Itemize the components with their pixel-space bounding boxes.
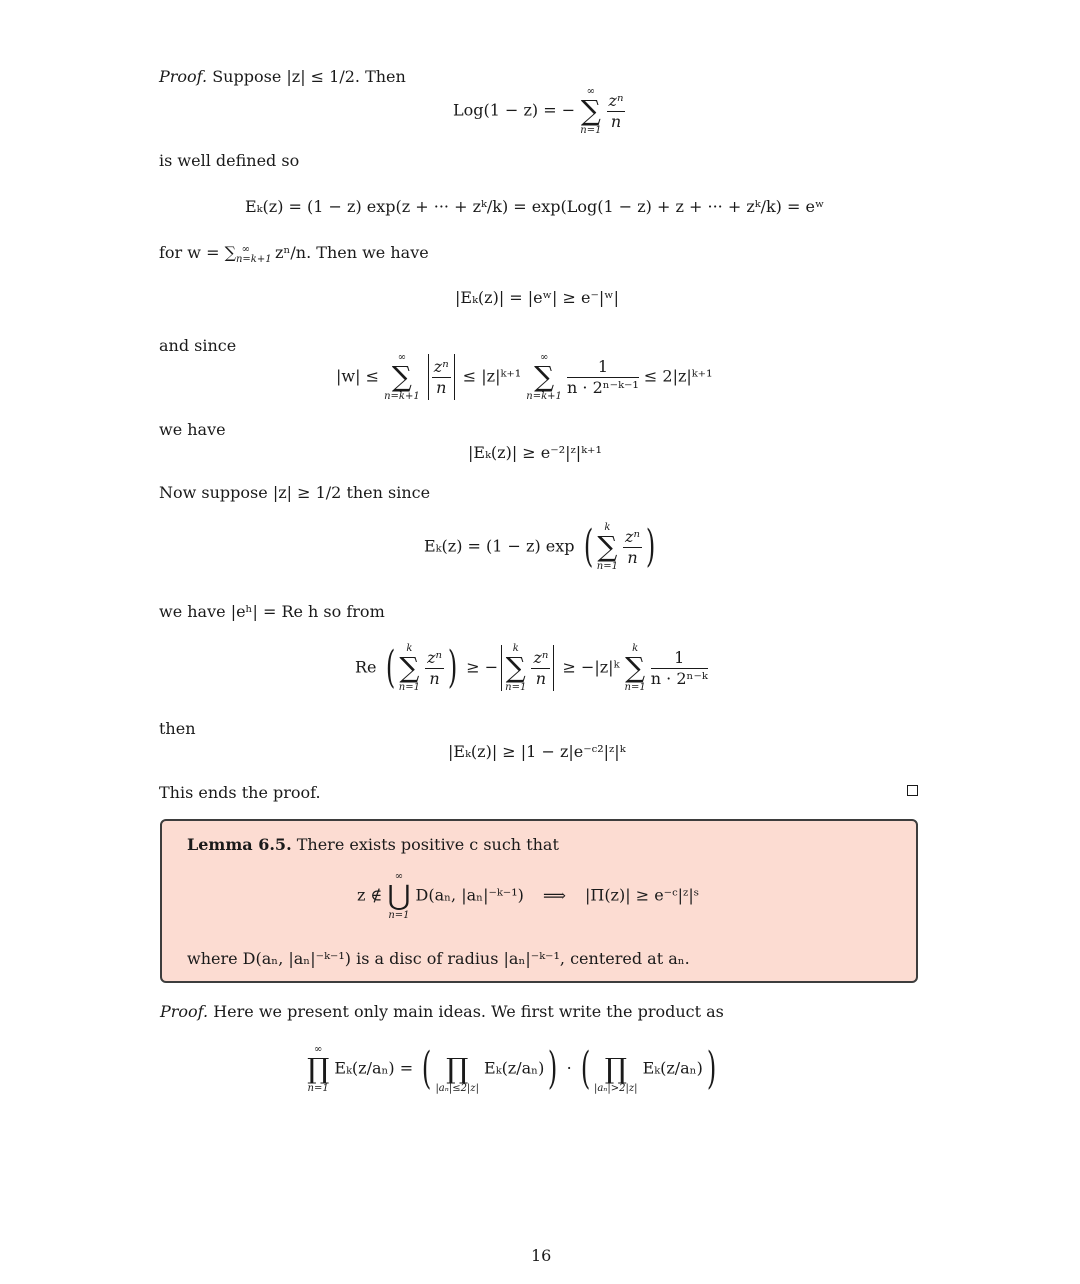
text-we-have: we have (159, 420, 226, 439)
page-number: 16 (531, 1246, 552, 1265)
lemma-eq-mid: D(aₙ, |aₙ|⁻ᵏ⁻¹) (415, 885, 524, 905)
text-we-have-re: we have |eʰ| = Re h so from (159, 602, 385, 621)
eq9-equals: = (399, 1058, 414, 1078)
union-upper-limit: ∞ (394, 871, 404, 882)
product-operator (594, 1044, 638, 1094)
product-lower-limit: |aₙ|>2|z| (593, 1083, 638, 1094)
union-lower-limit: n=1 (388, 910, 410, 921)
eq4-rhs: ≤ 2|z|ᵏ⁺¹ (643, 366, 713, 386)
text-now-suppose: Now suppose |z| ≥ 1/2 then since (159, 483, 431, 502)
fraction-denominator: n (436, 377, 447, 397)
product-operator (435, 1044, 479, 1094)
eq9-term: Eₖ(z/aₙ) (484, 1058, 545, 1078)
lemma-eq-rhs: |Π(z)| ≥ e⁻ᶜ|ᶻ|ˢ (584, 885, 700, 905)
proof-intro-text: Suppose |z| ≤ 1/2. Then (212, 67, 406, 86)
lemma-label: Lemma 6.5. (187, 835, 292, 854)
fraction-denominator: n (627, 547, 638, 567)
equation-E-k-lower-bound-exp: |Eₖ(z)| = |eʷ| ≥ e⁻|ʷ| (455, 288, 620, 307)
eq9-term: Eₖ(z/aₙ) (334, 1058, 395, 1078)
union-symbol: ⋃ (387, 879, 411, 912)
sum-lower-limit: n=1 (398, 682, 420, 693)
fraction-denominator: n (429, 668, 440, 688)
product-lower-limit: n=1 (307, 1083, 329, 1094)
sum-operator (526, 352, 562, 402)
fraction-numerator: zⁿ (608, 90, 624, 110)
eq9-dot: · (566, 1058, 572, 1078)
for-w-tail: zⁿ/n. Then we have (275, 243, 429, 262)
eq7-ge2: ≥ −|z|ᵏ (562, 657, 620, 677)
product-symbol: ∏ (307, 1052, 330, 1085)
fraction-numerator: 1 (567, 357, 639, 378)
fraction (623, 527, 642, 568)
eq7-re: Re (355, 657, 377, 677)
eq6-lhs: Eₖ(z) = (1 − z) exp (424, 536, 575, 556)
right-paren: ) (447, 642, 458, 693)
eq4-lhs: |w| ≤ (336, 366, 379, 386)
lemma-statement-line (187, 835, 559, 855)
sum-symbol: ∑ (391, 360, 412, 393)
lemma-where-text: where D(aₙ, |aₙ|⁻ᵏ⁻¹) is a disc of radius |aₙ|⁻ᵏ⁻¹, centered at aₙ. (187, 949, 690, 968)
fraction (567, 357, 639, 398)
fraction (432, 357, 451, 398)
fraction-denominator: n · 2ⁿ⁻ᵏ⁻¹ (567, 377, 639, 397)
product-symbol: ∏ (604, 1052, 627, 1085)
text-for-w-line (159, 243, 429, 266)
fraction-denominator: n · 2ⁿ⁻ᵏ (650, 668, 708, 688)
fraction-numerator: zⁿ (625, 526, 640, 546)
fraction (531, 648, 550, 689)
right-paren: ) (706, 1043, 717, 1094)
abs-bar-left (501, 645, 502, 691)
fraction (425, 648, 444, 689)
product-operator (307, 1044, 329, 1094)
sum-operator (384, 352, 420, 402)
for-w-upper-limit: ∞ (241, 243, 250, 255)
equation-product-split (307, 1044, 720, 1094)
fraction-numerator: zⁿ (433, 356, 449, 376)
equation-log-series (453, 86, 625, 136)
sum-symbol: ∑ (580, 94, 601, 127)
left-paren: ( (580, 1043, 591, 1094)
fraction-numerator: zⁿ (533, 647, 549, 667)
proof2-text: Here we present only main ideas. We first write the product as (213, 1002, 724, 1021)
eq1-lhs: Log(1 − z) = − (453, 100, 576, 120)
fraction (607, 91, 626, 132)
sum-lower-limit: n=k+1 (384, 391, 420, 402)
fraction-numerator: 1 (651, 648, 708, 669)
sum-upper-limit: k (512, 643, 519, 654)
sum-operator (597, 522, 618, 572)
lemma-eq-lhs: z ∉ (357, 885, 383, 905)
union-operator (387, 871, 410, 921)
proof-label: Proof. (159, 67, 208, 86)
sum-upper-limit: k (604, 522, 611, 533)
sum-upper-limit: ∞ (586, 86, 596, 97)
text-well-defined: is well defined so (159, 151, 300, 170)
left-paren: ( (385, 642, 395, 693)
proof-intro-line (159, 67, 406, 87)
lemma-equation (357, 871, 699, 921)
sum-symbol: ∑ (597, 530, 618, 563)
sum-upper-limit: ∞ (397, 352, 407, 363)
equation-E-k-bound-small-z: |Eₖ(z)| ≥ e⁻²|ᶻ|ᵏ⁺¹ (468, 443, 602, 462)
sum-lower-limit: n=1 (596, 561, 618, 572)
equation-E-k-bound-large-z: |Eₖ(z)| ≥ |1 − z|e⁻ᶜ²|ᶻ|ᵏ (448, 742, 626, 761)
right-paren: ) (548, 1043, 558, 1094)
proof2-label: Proof. (160, 1002, 209, 1021)
fraction (651, 648, 708, 689)
sum-lower-limit: n=1 (624, 682, 646, 693)
fraction-denominator: n (610, 111, 622, 131)
sum-operator (399, 643, 420, 693)
sum-upper-limit: k (406, 643, 413, 654)
text-and-since: and since (159, 336, 237, 355)
sum-symbol: ∑ (505, 651, 526, 684)
text-ends-proof: This ends the proof. (159, 783, 321, 802)
equation-w-bound (336, 352, 713, 402)
lemma-box (160, 819, 918, 983)
sum-symbol: ∑ (534, 360, 555, 393)
for-w-lower-limit: n=k+1 (235, 254, 272, 266)
sum-operator (505, 643, 526, 693)
abs-bar-right (553, 645, 554, 691)
left-paren: ( (422, 1043, 432, 1094)
sum-upper-limit: k (632, 643, 639, 654)
left-paren: ( (583, 521, 593, 572)
text-then: then (159, 719, 196, 738)
sum-upper-limit: ∞ (539, 352, 549, 363)
sum-lower-limit: n=k+1 (526, 391, 562, 402)
sum-operator (625, 643, 646, 693)
product-upper-limit: ∞ (313, 1044, 323, 1055)
right-paren: ) (645, 521, 656, 572)
sum-symbol: ∑ (399, 651, 420, 684)
product-symbol: ∏ (446, 1052, 469, 1085)
sum-operator (580, 86, 601, 136)
proof2-line (160, 1002, 724, 1022)
abs-bar-left (428, 354, 429, 400)
lemma-statement: There exists positive c such that (296, 835, 559, 854)
implies-symbol: ⟹ (542, 885, 566, 905)
fraction-denominator: n (535, 668, 547, 688)
abs-bar-right (454, 354, 455, 400)
equation-E-k-definition: Eₖ(z) = (1 − z) exp(z + ··· + zᵏ/k) = exp(Log(1 − z) + z + ··· + zᵏ/k) = eʷ (245, 197, 825, 216)
fraction-numerator: zⁿ (427, 647, 442, 667)
for-w-text: for w = ∑ (159, 243, 236, 262)
qed-box-icon (907, 785, 918, 796)
eq7-ge1: ≥ − (466, 657, 499, 677)
sum-symbol: ∑ (625, 651, 646, 684)
equation-E-k-product-form (424, 522, 659, 572)
product-lower-limit: |aₙ|≤2|z| (435, 1083, 479, 1094)
sum-lower-limit: n=1 (580, 125, 602, 136)
equation-real-part-bound (355, 643, 708, 693)
eq4-mid: ≤ |z|ᵏ⁺¹ (462, 366, 522, 386)
eq9-term: Eₖ(z/aₙ) (642, 1058, 703, 1078)
sum-lower-limit: n=1 (505, 682, 527, 693)
